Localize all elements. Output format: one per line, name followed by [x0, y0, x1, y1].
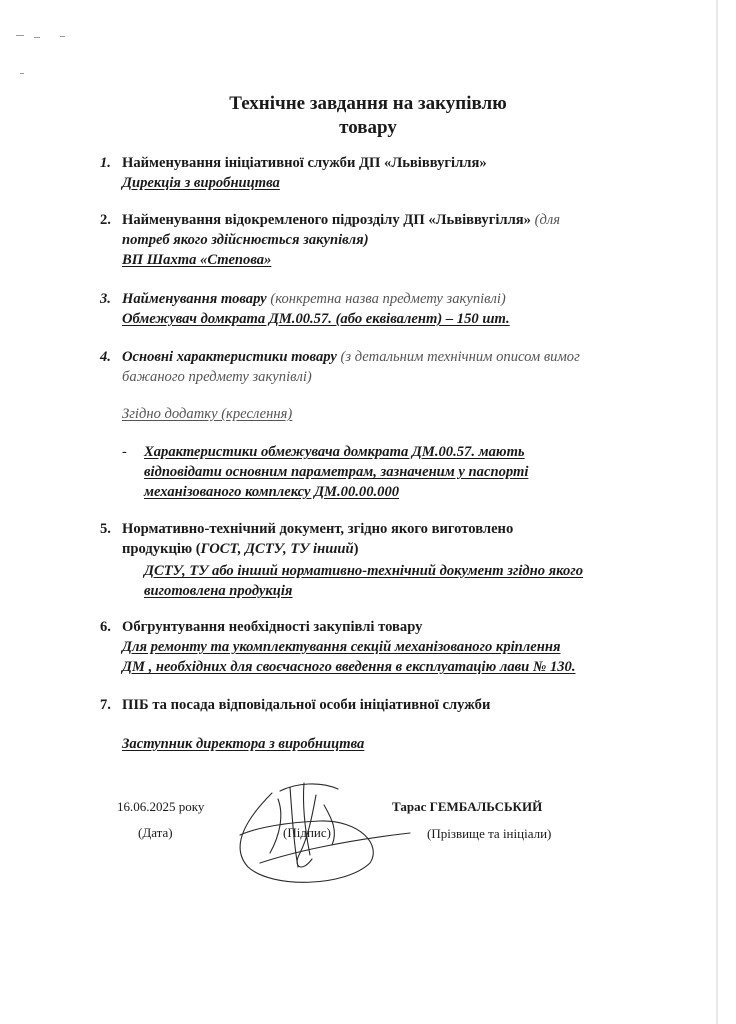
signature-label: (Підпис) — [283, 825, 331, 840]
section-3-note: (конкретна назва предмету закупівлі) — [270, 291, 506, 307]
section-3-heading: Найменування товару — [122, 291, 267, 307]
section-5-answer-2: виготовлена продукція — [144, 583, 293, 599]
handwritten-signature — [220, 775, 440, 890]
name-label: (Прізвище та ініціали) — [427, 826, 552, 841]
section-2-answer: ВП Шахта «Степова» — [122, 252, 272, 268]
section-5-heading-standards: ГОСТ, ДСТУ, ТУ інший — [200, 541, 354, 557]
section-4-number: 4. — [100, 349, 111, 365]
signature-date: 16.06.2025 року — [117, 799, 205, 814]
scan-artifact — [16, 35, 24, 36]
section-2-heading: Найменування відокремленого підрозділу ДП «Львіввугілля» — [122, 212, 531, 228]
section-4-bullet-2: відповідати основним параметрам, зазначеним у паспорті — [144, 464, 529, 480]
section-2-heading-line — [122, 210, 560, 230]
section-1-answer: Дирекція з виробництва — [122, 175, 280, 191]
section-4-note-1: (з детальним технічним описом вимог — [340, 349, 580, 365]
section-5-heading-1: Нормативно-технічний документ, згідно якого виготовлено — [122, 521, 514, 537]
section-6-answer-1: Для ремонту та укомплектування секцій механізованого кріплення — [122, 639, 561, 655]
section-4-note-2: бажаного предмету закупівлі) — [122, 369, 312, 385]
section-3-number: 3. — [100, 291, 111, 307]
scan-edge — [716, 0, 718, 1024]
section-6-answer-2: ДМ , необхідних для своєчасного введення в експлуатацію лави № 130. — [122, 659, 576, 675]
section-1-heading: Найменування ініціативної служби ДП «Львіввугілля» — [122, 155, 487, 171]
section-5-number: 5. — [100, 521, 111, 537]
section-2-note-2: потреб якого здійснюється закупівля) — [122, 232, 369, 248]
section-2-number: 2. — [100, 212, 111, 228]
section-5-heading-suffix: ) — [353, 541, 359, 557]
title-line-1: Технічне завдання на закупівлю — [229, 93, 507, 114]
section-1-number: 1. — [100, 155, 111, 171]
scan-artifact — [34, 37, 40, 38]
section-3-heading-line — [122, 289, 506, 309]
section-3-answer: Обмежувач домкрата ДМ.00.57. (або еквівалент) – 150 шт. — [122, 311, 510, 327]
section-5-heading-prefix: продукцію ( — [122, 541, 201, 557]
section-6-heading: Обгрунтування необхідності закупівлі товару — [122, 619, 423, 635]
section-4-bullet-1: Характеристики обмежувача домкрата ДМ.00.57. мають — [144, 444, 525, 460]
section-2-note-1: (для — [534, 212, 561, 228]
section-6-number: 6. — [100, 619, 111, 635]
section-4-heading: Основні характеристики товару — [122, 349, 337, 365]
section-7-heading: ПІБ та посада відповідальної особи ініціативної служби — [122, 697, 491, 713]
bullet-marker: - — [122, 444, 127, 460]
document-title — [0, 92, 736, 140]
section-4-heading-line — [122, 347, 580, 367]
date-label: (Дата) — [138, 825, 173, 840]
scan-artifact — [20, 73, 24, 74]
scan-artifact — [60, 36, 65, 37]
section-7-number: 7. — [100, 697, 111, 713]
section-5-heading-2 — [122, 539, 358, 559]
title-line-2: товару — [339, 117, 397, 138]
section-7-answer: Заступник директора з виробництва — [122, 736, 365, 752]
section-4-subnote: Згідно додатку (креслення) — [122, 406, 293, 422]
signatory-name: Тарас ГЕМБАЛЬСЬКИЙ — [392, 799, 543, 814]
section-5-answer-1: ДСТУ, ТУ або інший нормативно-технічний документ згідно якого — [144, 563, 584, 579]
section-4-bullet-3: механізованого комплексу ДМ.00.00.000 — [144, 484, 400, 500]
